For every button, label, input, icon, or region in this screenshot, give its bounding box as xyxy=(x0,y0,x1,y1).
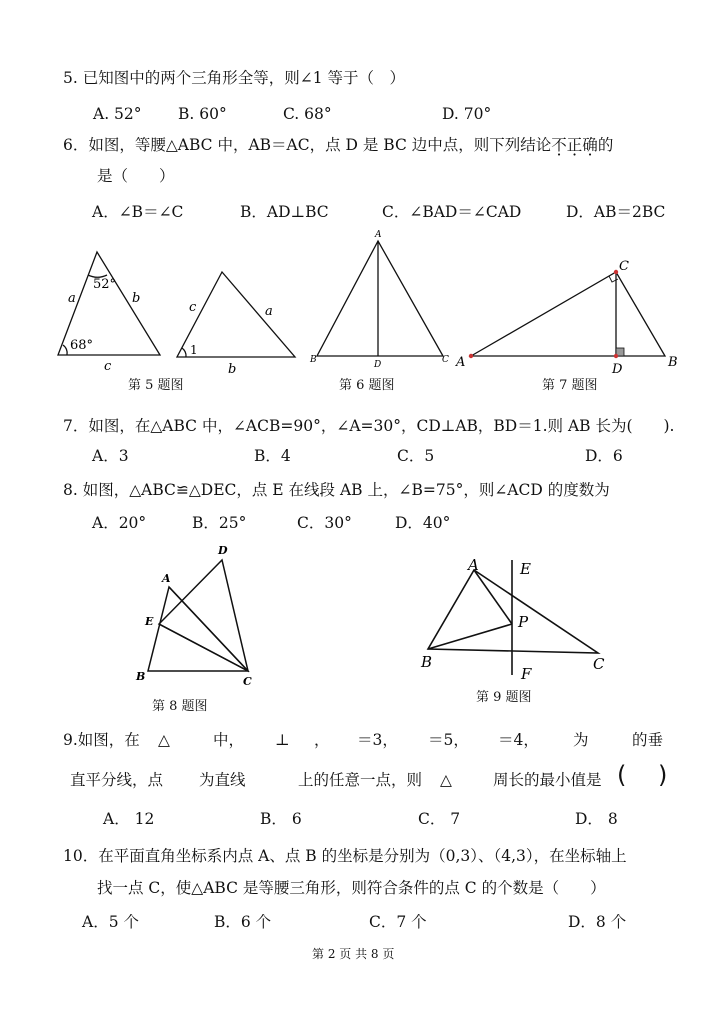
fig7-point-a xyxy=(469,354,473,358)
q9-line1-p8: 的垂 xyxy=(632,731,664,749)
q10-option-d: D．8 个 xyxy=(568,913,627,931)
fig9-label-a: A xyxy=(468,556,479,574)
fig6-label-a: A xyxy=(375,230,382,240)
fig5-label-b: b xyxy=(132,291,141,306)
fig5-caption: 第 5 题图 xyxy=(128,378,184,393)
fig9-caption: 第 9 题图 xyxy=(476,690,532,705)
q7-stem: 7．如图，在△ABC 中，∠ACB=90°，∠A=30°，CD⊥AB，BD＝1.则 AB 长为( ). xyxy=(63,417,675,435)
q7-option-c: C．5 xyxy=(397,447,435,465)
q5-option-b: B. 60° xyxy=(178,105,227,123)
q9-line2-p4: 周长的最小值是 xyxy=(493,771,602,789)
fig7-point-d xyxy=(614,354,618,358)
fig9-label-f: F xyxy=(521,665,532,683)
fig8-label-b: B xyxy=(136,670,146,683)
q10-option-c: C．7 个 xyxy=(369,913,427,931)
q7-option-d: D．6 xyxy=(585,447,623,465)
q10-option-b: B．6 个 xyxy=(214,913,272,931)
fig6-label-d: D xyxy=(374,360,382,370)
fig5-label-a: a xyxy=(68,291,76,306)
q8-option-d: D．40° xyxy=(395,514,451,532)
fig7-triangle xyxy=(471,272,665,356)
q9-line1-triangle: △ xyxy=(158,731,170,749)
q9-option-d: D． 8 xyxy=(575,810,618,828)
fig9-label-p: P xyxy=(518,613,529,631)
q6-emphasis-2: 正 xyxy=(566,136,583,154)
q5-stem: 5. 已知图中的两个三角形全等，则∠1 等于（ ） xyxy=(63,69,405,87)
q6-option-a: A．∠B＝∠C xyxy=(92,203,184,221)
fig5-angle-68: 68° xyxy=(70,338,94,353)
q8-stem: 8. 如图，△ABC≌△DEC，点 E 在线段 AB 上，∠B=75°，则∠ACD 的度数为 xyxy=(63,481,610,499)
q6-option-b: B．AD⊥BC xyxy=(240,203,329,221)
fig5-right-label-b: b xyxy=(228,362,237,377)
q8-option-a: A．20° xyxy=(92,514,147,532)
q10-line2: 找一点 C，使△ABC 是等腰三角形，则符合条件的点 C 的个数是（ ） xyxy=(97,879,606,897)
q9-line1-p2: 中， xyxy=(213,731,245,749)
q9-option-c: C． 7 xyxy=(418,810,461,828)
q6-option-d: D．AB＝2BC xyxy=(566,203,666,221)
fig8-label-e: E xyxy=(145,615,154,628)
q9-line1-p4: ＝3， xyxy=(357,731,398,749)
q9-line1-perp: ⊥ xyxy=(275,731,290,749)
q5-option-a: A. 52° xyxy=(93,105,142,123)
fig5-angle-1: 1 xyxy=(190,343,198,357)
q9-paren-close: ) xyxy=(658,761,668,789)
fig8-label-a: A xyxy=(162,572,171,585)
q5-option-c: C. 68° xyxy=(283,105,332,123)
fig7-label-a: A xyxy=(456,355,466,370)
q9-option-a: A． 12 xyxy=(103,810,155,828)
q6-stem-a: 6．如图，等腰△ABC 中，AB＝AC，点 D 是 BC 边中点，则下列结论 xyxy=(63,136,552,154)
q6-option-c: C．∠BAD＝∠CAD xyxy=(382,203,522,221)
fig6-triangle xyxy=(317,241,443,356)
fig6-caption: 第 6 题图 xyxy=(339,378,395,393)
q8-option-c: C．30° xyxy=(297,514,352,532)
fig9-figure xyxy=(428,560,598,675)
fig5-angle-52: 52° xyxy=(93,277,117,292)
q5-option-d: D. 70° xyxy=(442,105,492,123)
q7-option-a: A．3 xyxy=(92,447,129,465)
q7-option-b: B．4 xyxy=(254,447,291,465)
q10-option-a: A．5 个 xyxy=(82,913,139,931)
q6-emphasis-1: 不 xyxy=(551,136,567,154)
fig6-label-b: B xyxy=(310,355,317,365)
fig7-label-b: B xyxy=(668,355,678,370)
fig8-label-c: C xyxy=(243,675,252,688)
q9-line1-p6: ＝4， xyxy=(498,731,539,749)
fig8-label-d: D xyxy=(218,544,228,557)
fig9-label-b: B xyxy=(421,653,433,671)
q6-stem-line2: 是（ ） xyxy=(97,167,175,185)
q9-line2-p1: 直平分线，点 xyxy=(70,771,164,789)
q6-emphasis-3: 确 xyxy=(582,136,598,154)
q6-stem xyxy=(63,135,613,155)
q10-line1: 10．在平面直角坐标系内点 A、点 B 的坐标是分别为（0,3）、（4,3），在坐标轴上 xyxy=(63,847,627,865)
q9-line2-p3: 上的任意一点，则 xyxy=(298,771,423,789)
page-footer: 第 2 页 共 8 页 xyxy=(312,947,395,961)
fig7-caption: 第 7 题图 xyxy=(542,378,598,393)
fig5-right-label-c: c xyxy=(189,300,197,315)
fig8-caption: 第 8 题图 xyxy=(152,699,208,714)
q9-line1-p5: ＝5， xyxy=(428,731,469,749)
fig6-label-c: C xyxy=(442,355,449,365)
q9-line2-triangle: △ xyxy=(440,771,452,789)
fig7-label-c: C xyxy=(619,259,629,274)
fig9-label-c: C xyxy=(593,655,605,673)
q9-paren-open: ( xyxy=(617,761,627,789)
figures-row-2 xyxy=(0,540,727,715)
fig7-label-d: D xyxy=(612,362,623,377)
fig5-right-label-a: a xyxy=(265,304,273,319)
q9-line1-p1: 9.如图，在 xyxy=(63,731,140,749)
q6-stem-b: 的 xyxy=(597,136,614,154)
q9-line1-p3: ， xyxy=(314,731,330,749)
fig5-label-c: c xyxy=(104,359,112,374)
fig9-label-e: E xyxy=(520,560,531,578)
q9-line2-p2: 为直线 xyxy=(199,771,246,789)
fig7-point-c xyxy=(614,270,618,274)
q9-line1-p7: 为 xyxy=(573,731,589,749)
q8-option-b: B．25° xyxy=(192,514,247,532)
q9-option-b: B． 6 xyxy=(260,810,302,828)
